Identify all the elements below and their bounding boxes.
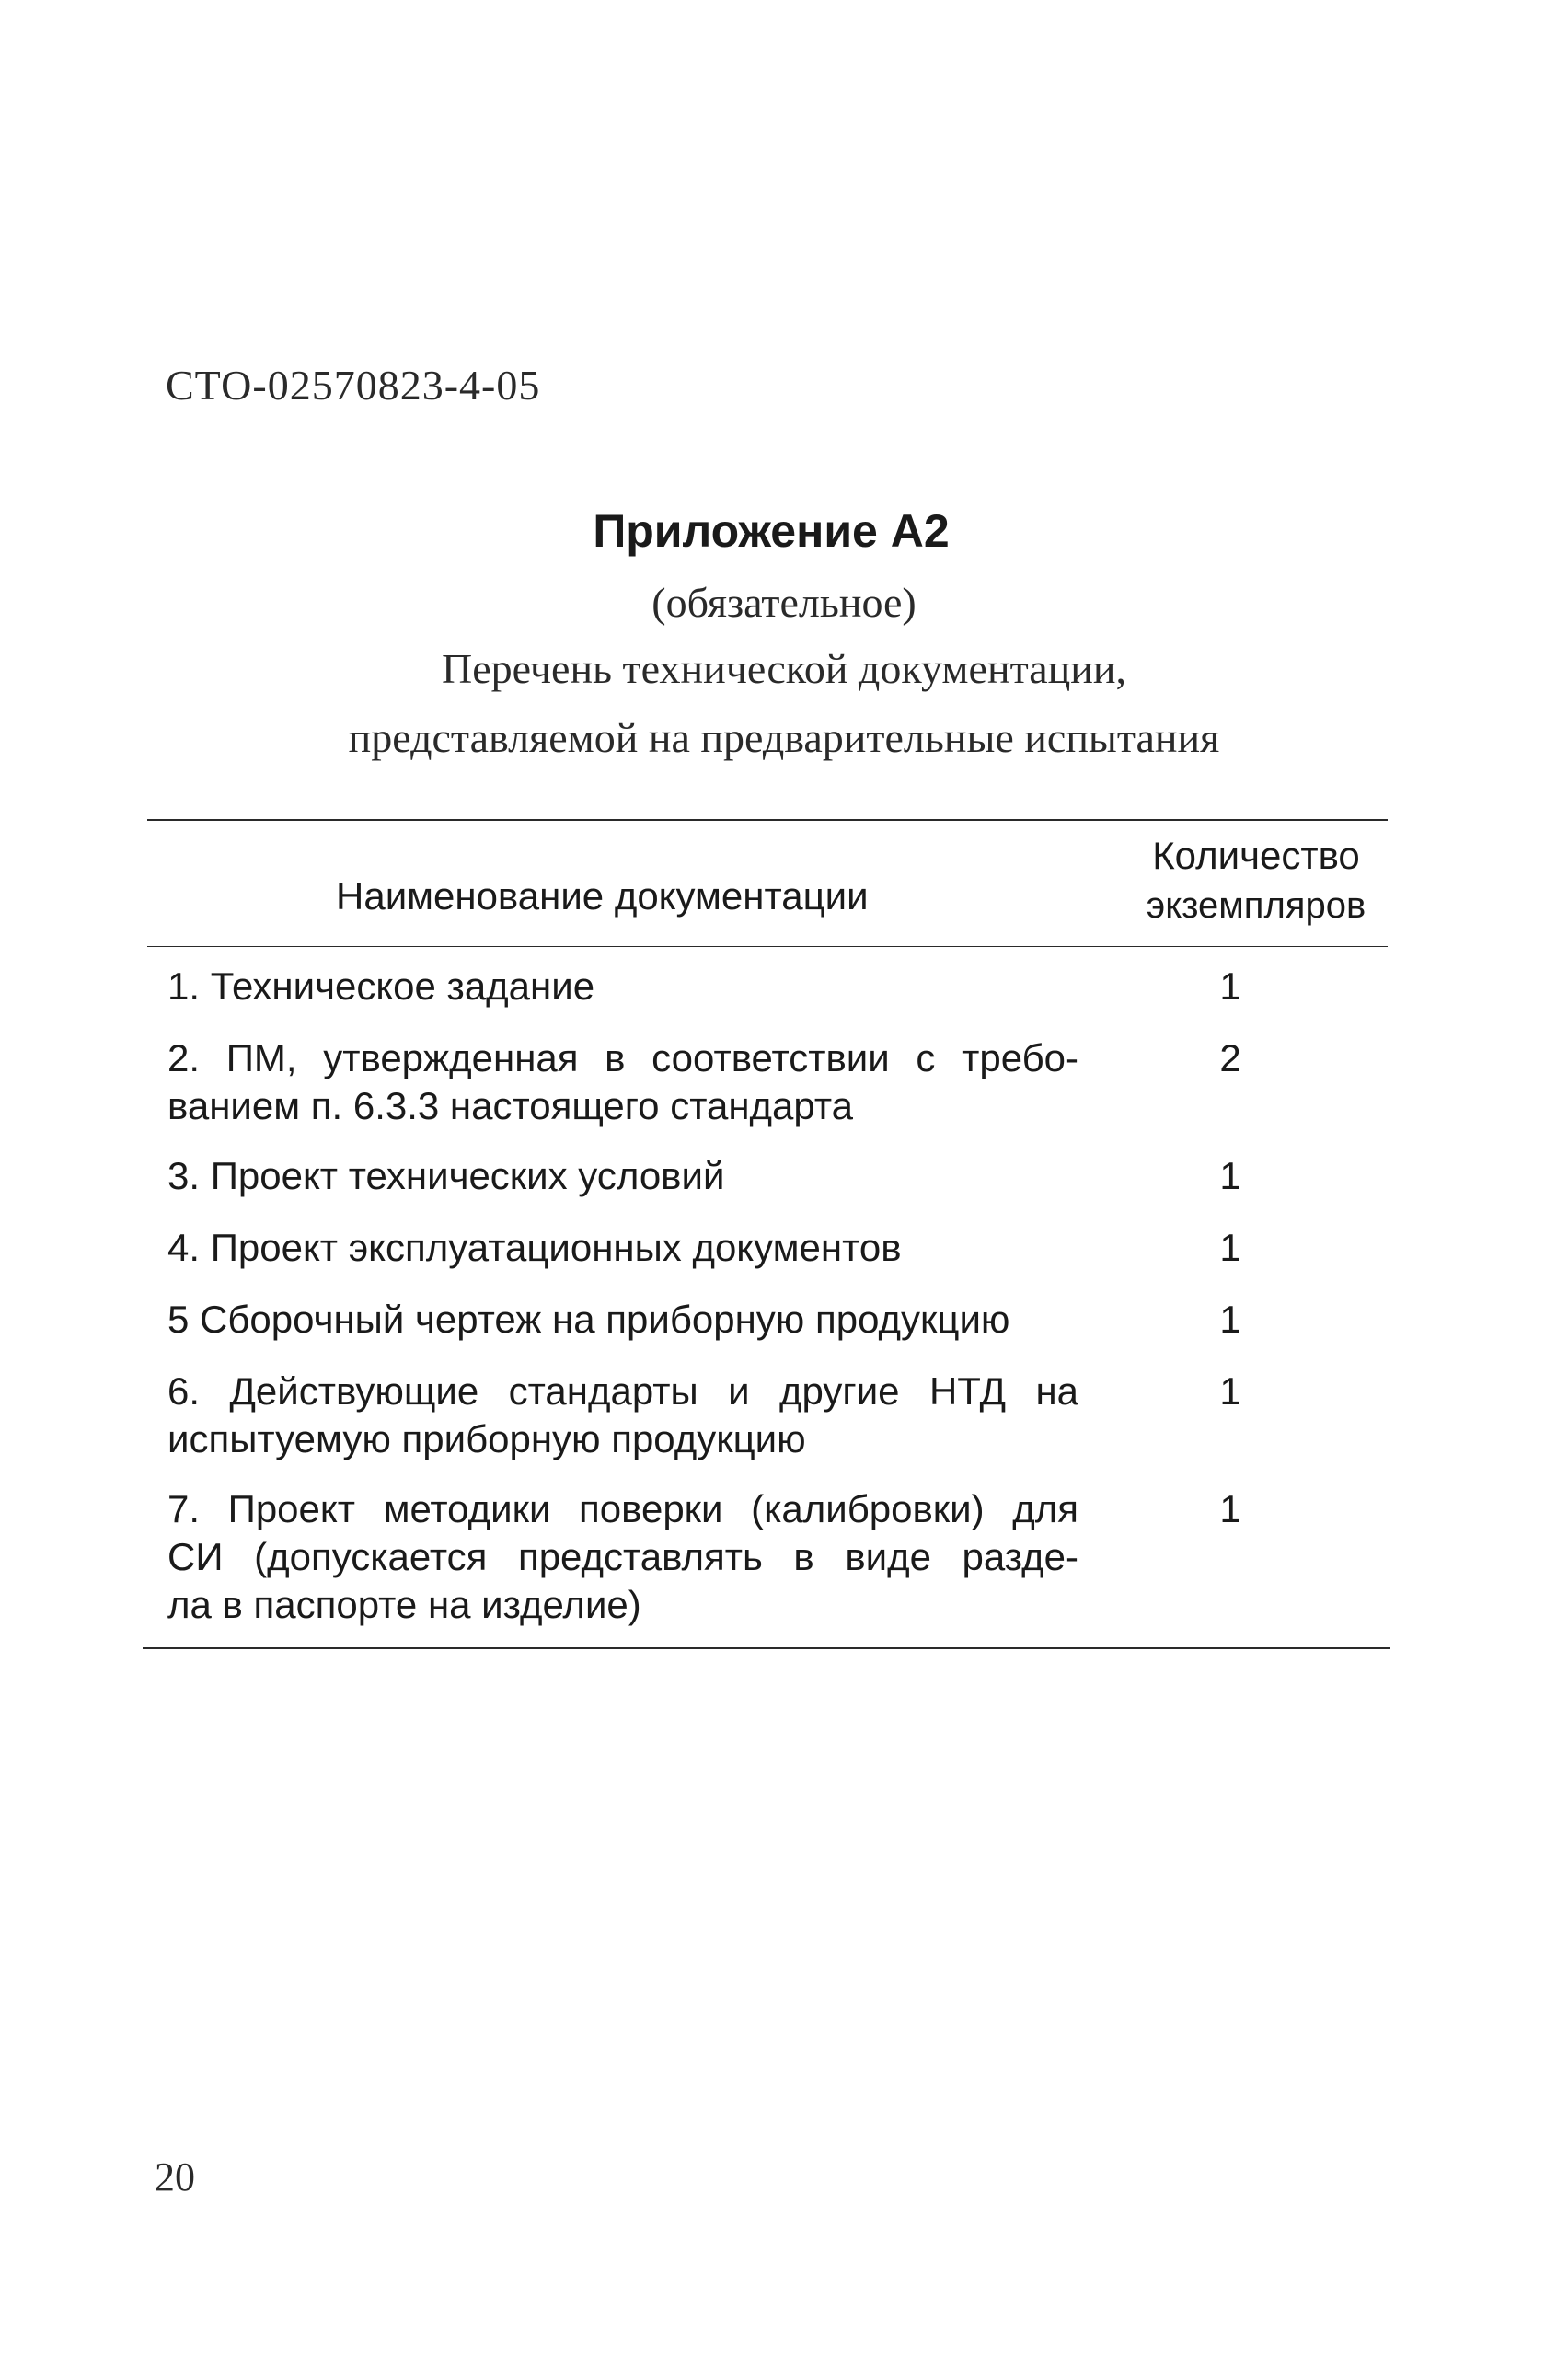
row-name-line: 5 Сборочный чертеж на приборную продукцию [167,1298,1010,1341]
row-quantity: 1 [1219,1369,1241,1413]
row-document-name [167,1485,1078,1629]
page-number: 20 [155,2154,195,2199]
row-document-name [167,1034,1078,1130]
row-name-line: 1. Техническое задание [167,964,595,1008]
table-header-rule [147,946,1388,947]
row-document-name [167,1152,1078,1200]
row-quantity: 1 [1219,1487,1241,1530]
appendix-subtitle: (обязательное) [651,579,917,626]
row-document-name [167,1296,1078,1344]
row-quantity: 2 [1219,1036,1241,1079]
row-name-line: 4. Проект эксплуатационных документов [167,1226,902,1269]
column-header-name: Наименование документации [336,874,869,918]
row-name-line: ванием п. 6.3.3 настоящего стандарта [167,1084,853,1127]
row-name-line: 7. Проект методики поверки (калибровки) для [167,1487,1078,1530]
row-name-line: испытуемую приборную продукцию [167,1417,806,1460]
row-name-line: 2. ПМ, утвержденная в соответствии с требо- [167,1036,1078,1079]
row-quantity: 1 [1219,1154,1241,1197]
row-quantity: 1 [1219,1226,1241,1269]
appendix-title: Приложение А2 [593,505,950,557]
row-document-name [167,963,1078,1010]
appendix-heading-line-2: представляемой на предварительные испытания [348,714,1220,761]
row-document-name [167,1224,1078,1272]
appendix-heading-line-1: Перечень технической документации, [441,645,1127,692]
row-name-line: 3. Проект технических условий [167,1154,725,1197]
column-header-quantity [1113,831,1399,930]
table-bottom-rule [143,1647,1390,1649]
column-header-quantity-line-1: Количество [1152,834,1360,877]
row-name-line: ла в паспорте на изделие) [167,1583,641,1626]
row-name-line: СИ (допускается представлять в виде разде- [167,1535,1078,1578]
row-quantity: 1 [1219,964,1241,1008]
row-document-name [167,1368,1078,1463]
column-header-quantity-line-2: экземпляров [1146,885,1366,926]
document-code: СТО-02570823-4-05 [166,362,541,409]
row-quantity: 1 [1219,1298,1241,1341]
table-top-rule [147,819,1388,821]
row-name-line: 6. Действующие стандарты и другие НТД на [167,1369,1078,1413]
